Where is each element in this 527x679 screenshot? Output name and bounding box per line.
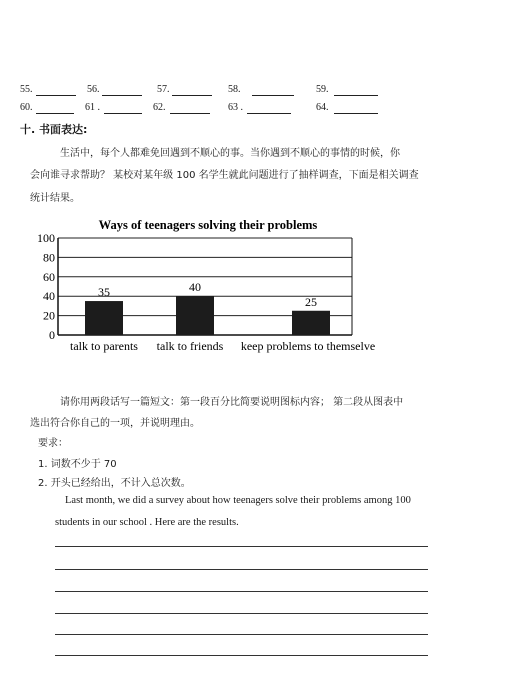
writing-line[interactable]: [55, 546, 428, 547]
intro-line-2: 会向谁寻求帮助？ 某校对某年级 100 名学生就此问题进行了抽样调查，下面是相关调查: [30, 170, 419, 181]
blank-label-55: 55.: [20, 84, 33, 95]
section-heading: 十. 书面表达:: [20, 123, 88, 136]
y-tick-label: 20: [43, 308, 55, 323]
blank-label-60: 60.: [20, 102, 33, 113]
instruction-line-1: 请你用两段话写一篇短文：第一段百分比简要说明图标内容； 第二段从图表中: [60, 397, 404, 408]
answer-blank-58[interactable]: [252, 95, 294, 96]
answer-blank-55[interactable]: [36, 95, 76, 96]
x-category-label: keep problems to themselve: [240, 339, 376, 353]
writing-line[interactable]: [55, 655, 428, 656]
y-tick-label: 100: [37, 231, 55, 245]
bar: [85, 301, 123, 335]
writing-line[interactable]: [55, 613, 428, 614]
writing-line[interactable]: [55, 569, 428, 570]
answer-blank-60[interactable]: [36, 113, 74, 114]
answer-blank-57[interactable]: [172, 95, 212, 96]
bar-data-label: 25: [305, 294, 317, 309]
bar-chart: [0, 210, 527, 360]
y-tick-label: 40: [43, 289, 55, 304]
y-tick-label: 0: [49, 328, 55, 342]
y-tick-label: 60: [43, 269, 55, 284]
answer-blank-62[interactable]: [170, 113, 210, 114]
x-category-labels: [70, 339, 375, 353]
answer-blank-63[interactable]: [247, 113, 291, 114]
blank-label-59: 59.: [316, 84, 329, 95]
answer-blank-64[interactable]: [334, 113, 378, 114]
blank-label-56: 56.: [87, 84, 100, 95]
blank-label-62: 62.: [153, 102, 166, 113]
essay-line-2: students in our school . Here are the results.: [55, 517, 239, 528]
blank-label-58: 58.: [228, 84, 241, 95]
essay-line-1: Last month, we did a survey about how teenagers solve their problems among 100: [65, 495, 411, 506]
blank-label-64: 64.: [316, 102, 329, 113]
blank-label-61: 61 .: [85, 102, 100, 113]
blank-label-57: 57.: [157, 84, 170, 95]
y-tick-label: 80: [43, 250, 55, 265]
bar-data-label: 35: [98, 285, 110, 300]
instruction-line-2: 选出符合你自己的一项，并说明理由。: [30, 418, 200, 429]
writing-line[interactable]: [55, 591, 428, 592]
requirements-label: 要求：: [38, 438, 68, 449]
intro-line-1: 生活中，每个人都难免回遇到不顺心的事。当你遇到不顺心的事情的时候，你: [60, 148, 400, 159]
chart-bars: [85, 296, 330, 335]
bar: [176, 296, 214, 335]
x-category-label: talk to friends: [156, 339, 224, 353]
answer-blank-61[interactable]: [104, 113, 142, 114]
intro-line-3: 统计结果。: [30, 193, 80, 204]
requirement-1: 1. 词数不少于 70: [38, 459, 117, 470]
requirement-2: 2. 开头已经给出，不计入总次数。: [38, 478, 191, 489]
bar-data-label: 40: [189, 280, 201, 295]
x-category-label: talk to parents: [70, 339, 138, 353]
chart-title: Ways of teenagers solving their problems: [98, 218, 318, 232]
bar: [292, 311, 330, 335]
writing-line[interactable]: [55, 634, 428, 635]
y-tick-labels: [37, 231, 55, 342]
answer-blank-59[interactable]: [334, 95, 378, 96]
answer-blank-56[interactable]: [102, 95, 142, 96]
blank-label-63: 63 .: [228, 102, 243, 113]
